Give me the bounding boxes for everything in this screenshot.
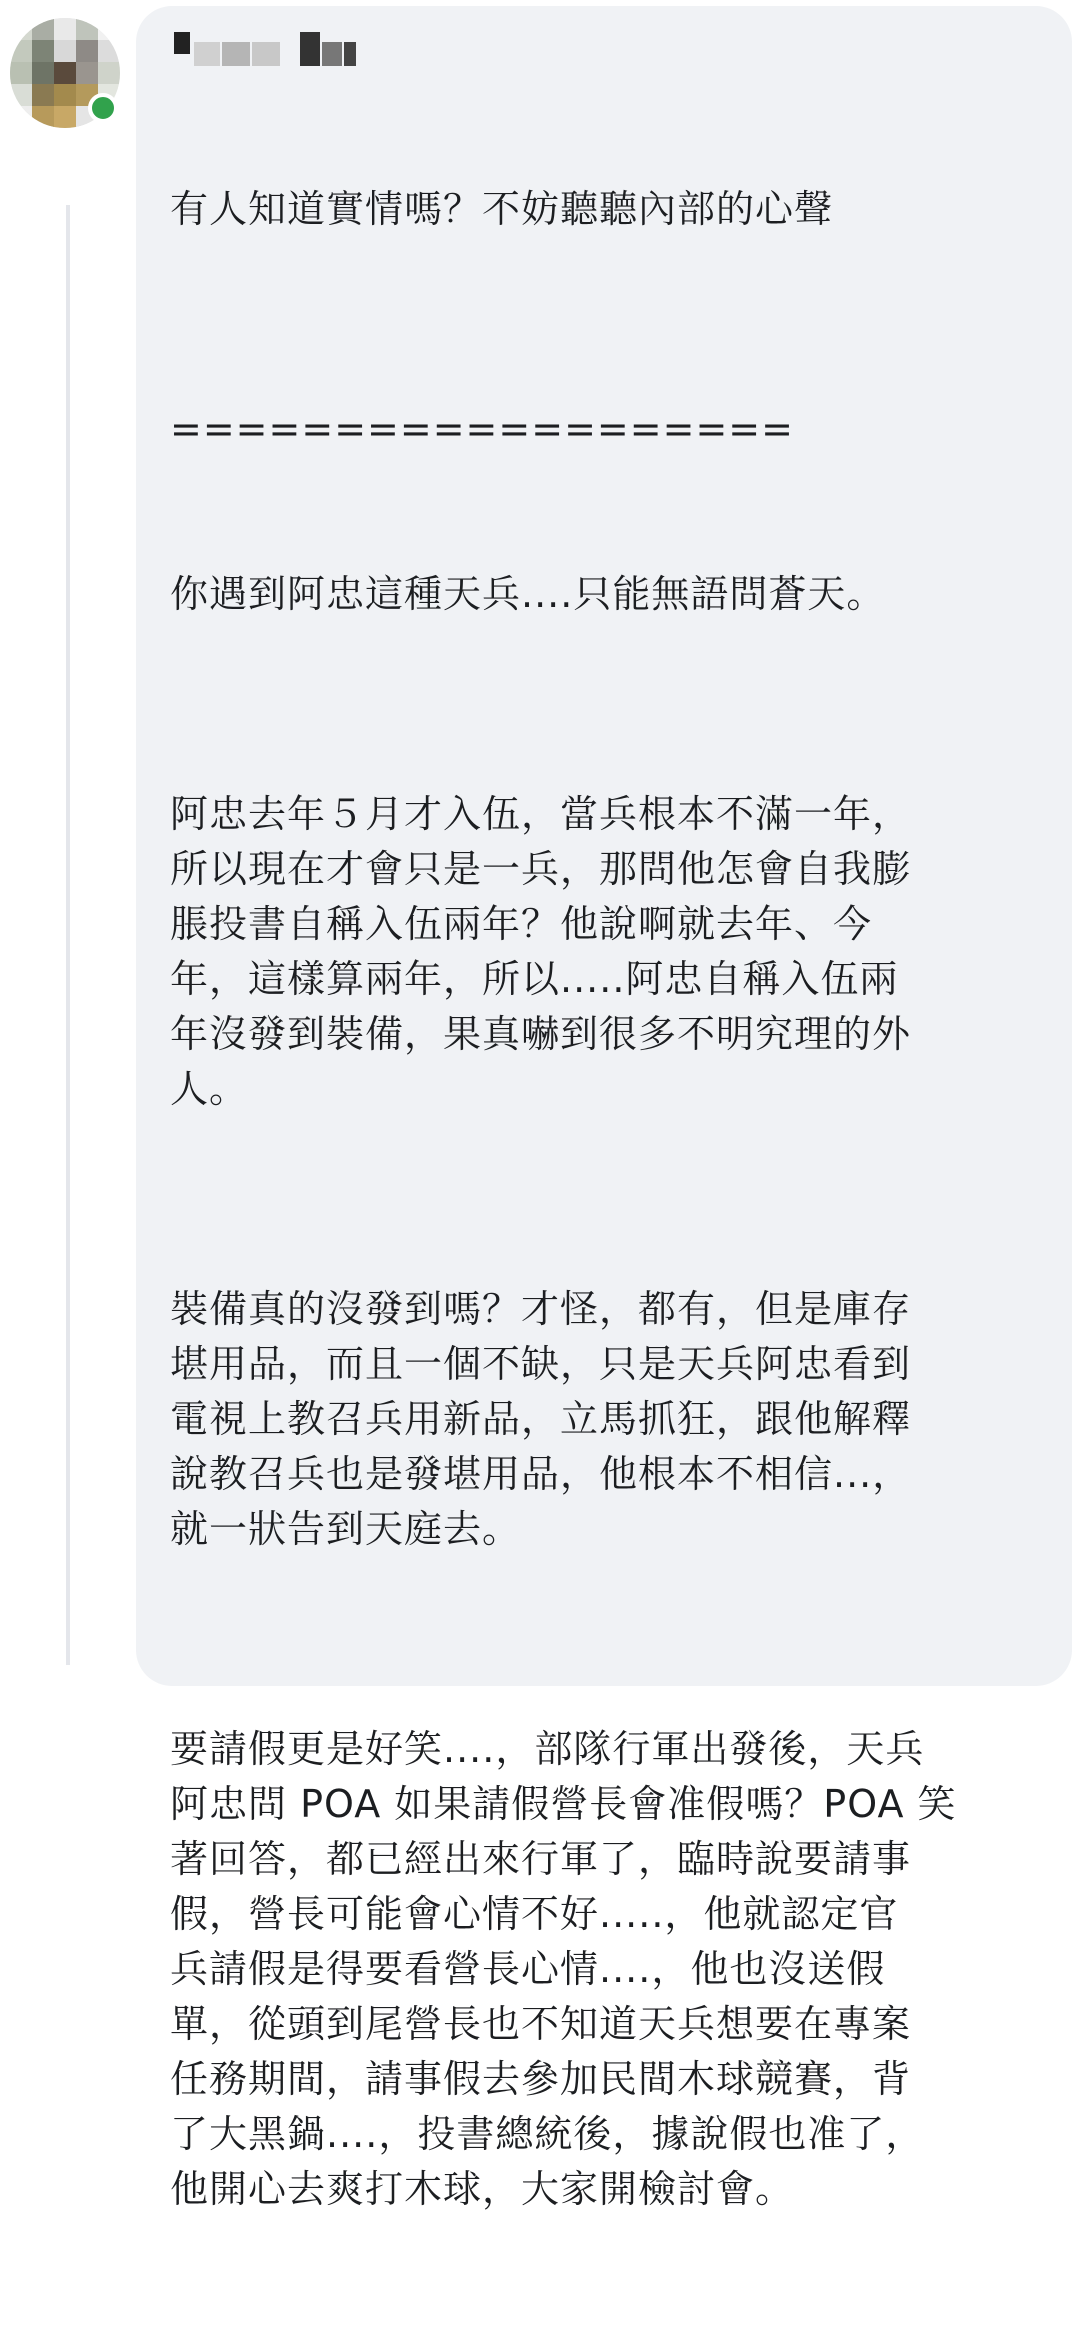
comment-intro-line: 有人知道實情嗎？不妨聽聽內部的心聲: [170, 187, 834, 231]
comment-paragraph: 阿忠去年５月才入伍，當兵根本不滿一年， 所以現在才會只是一兵，那問他怎會自我膨 脹投書自稱入伍兩年？他說啊就去年、今 年，這樣算兩年，所以.....阿忠自稱入伍兩 年沒發到裝備，果真嚇到很多不明究理的外 人。: [170, 792, 912, 1111]
comment-paragraph: 要請假更是好笑....，部隊行軍出發後，天兵 阿忠問 POA 如果請假營長會准假嗎？POA 笑 著回答，都已經出來行軍了，臨時說要請事 假，營長可能會心情不好.....，他就認定官 兵請假是得要看營長心情....，他也沒送假 單，從頭到尾營長也不知道天兵想要在專案 任務期間，請事假去參加民間木球競賽，背 了大黑鍋....，投書總統後，據說假也准了， 他開心去爽打木球，大家開檢討會。: [170, 1727, 957, 2211]
author-name-redacted[interactable]: [172, 28, 372, 68]
online-status-icon: [88, 93, 118, 123]
comment-text: [170, 72, 1070, 2327]
comment-paragraph: 裝備真的沒發到嗎？才怪，都有，但是庫存 堪用品，而且一個不缺，只是天兵阿忠看到 電視上教召兵用新品，立馬抓狂，跟他解釋 說教召兵也是發堪用品，他根本不相信...， 就一狀告到天庭去。: [170, 1287, 912, 1551]
reply-thread-line: [66, 205, 70, 1665]
comment-paragraph: 你遇到阿忠這種天兵....只能無語問蒼天。: [170, 572, 886, 616]
separator-line: ===================: [170, 407, 794, 451]
